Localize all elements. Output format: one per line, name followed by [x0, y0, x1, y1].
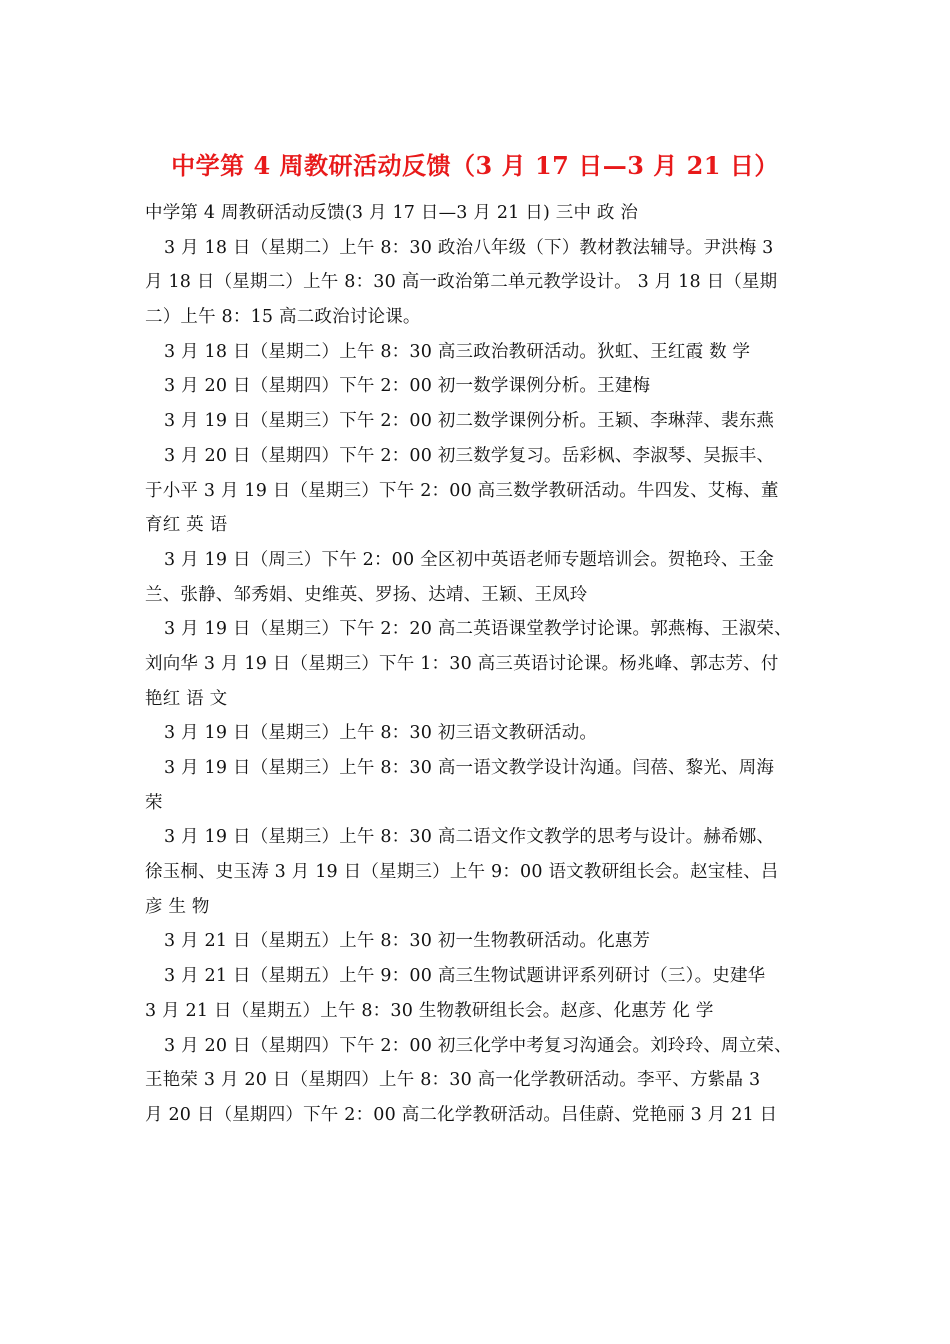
text-line: 兰、张静、邹秀娟、史维英、罗扬、达靖、王颖、王凤玲: [145, 584, 588, 605]
document-body: [145, 196, 810, 1133]
text-line: 二）上午 8：15 高二政治讨论课。: [145, 307, 421, 328]
text-line: 3 月 19 日（星期三）上午 8：30 高二语文作文教学的思考与设计。赫希娜、: [164, 827, 775, 848]
text-line: 3 月 21 日（星期五）上午 8：30 初一生物教研活动。化惠芳: [164, 931, 651, 952]
text-line: 3 月 21 日（星期五）上午 8：30 生物教研组长会。赵彦、化惠芳 化 学: [145, 1000, 714, 1021]
text-line: 艳红 语 文: [145, 688, 228, 709]
text-line: 月 20 日（星期四）下午 2：00 高二化学教研活动。吕佳蔚、党艳丽 3 月 21 日: [145, 1104, 778, 1125]
text-line: 彦 生 物: [145, 896, 210, 917]
text-line: 月 18 日（星期二）上午 8：30 高一政治第二单元教学设计。 3 月 18 日（星期: [145, 272, 778, 293]
text-line: 3 月 21 日（星期五）上午 9：00 高三生物试题讲评系列研讨（三）。史建华: [164, 966, 766, 987]
text-line: 徐玉桐、史玉涛 3 月 19 日（星期三）上午 9：00 语文教研组长会。赵宝桂、吕: [145, 862, 779, 883]
text-line: 3 月 18 日（星期二）上午 8：30 政治八年级（下）教材教法辅导。尹洪梅 3: [164, 237, 774, 258]
text-line: 3 月 20 日（星期四）下午 2：00 初三数学复习。岳彩枫、李淑琴、吴振丰、: [164, 445, 775, 466]
text-line: 刘向华 3 月 19 日（星期三）下午 1：30 高三英语讨论课。杨兆峰、郭志芳、付: [145, 653, 779, 674]
text-line: 3 月 19 日（星期三）上午 8：30 初三语文教研活动。: [164, 723, 598, 744]
text-line: 3 月 20 日（星期四）下午 2：00 初一数学课例分析。王建梅: [164, 376, 651, 397]
text-line: 育红 英 语: [145, 515, 228, 536]
text-line: 中学第 4 周教研活动反馈(3 月 17 日—3 月 21 日) 三中 政 治: [145, 203, 639, 223]
text-line: 3 月 20 日（星期四）下午 2：00 初三化学中考复习沟通会。刘玲玲、周立荣、: [164, 1035, 792, 1056]
text-line: 3 月 19 日（星期三）下午 2：00 初二数学课例分析。王颖、李琳萍、裴东燕: [164, 411, 775, 432]
text-line: 荣: [145, 792, 163, 813]
text-line: 3 月 19 日（星期三）下午 2：20 高二英语课堂教学讨论课。郭燕梅、王淑荣、: [164, 619, 792, 640]
text-line: 3 月 19 日（星期三）上午 8：30 高一语文教学设计沟通。闫蓓、黎光、周海: [164, 758, 775, 778]
text-line: 王艳荣 3 月 20 日（星期四）上午 8：30 高一化学教研活动。李平、方紫晶 3: [145, 1070, 761, 1091]
text-line: 于小平 3 月 19 日（星期三）下午 2：00 高三数学教研活动。牛四发、艾梅、董: [145, 480, 779, 501]
text-line: 3 月 19 日（周三）下午 2：00 全区初中英语老师专题培训会。贺艳玲、王金: [164, 549, 775, 570]
text-line: 3 月 18 日（星期二）上午 8：30 高三政治教研活动。狄虹、王红霞 数 学: [164, 341, 751, 362]
document-title: 中学第 4 周教研活动反馈（3 月 17 日—3 月 21 日）: [171, 151, 779, 180]
